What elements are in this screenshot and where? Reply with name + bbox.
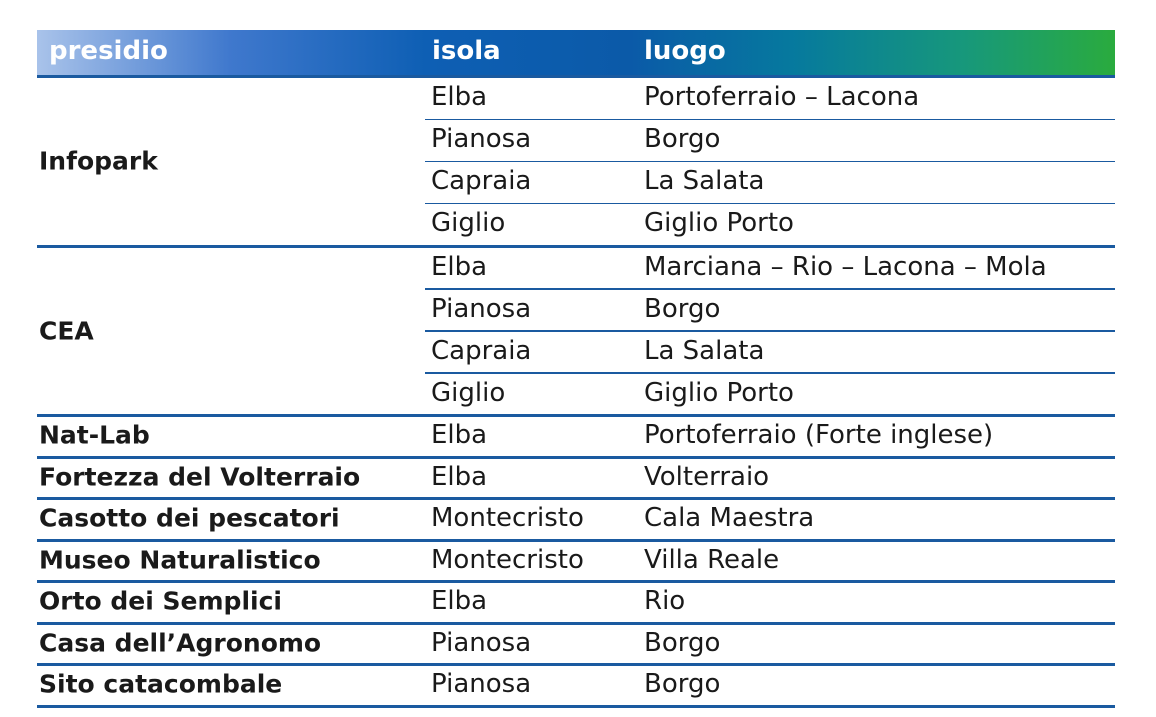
presidio-cell: Infopark (39, 146, 158, 176)
isola-cell: Elba (431, 420, 488, 451)
luogo-cell: La Salata (644, 335, 765, 366)
luogo-cell: Portoferraio (Forte inglese) (644, 420, 994, 451)
isola-cell: Elba (431, 586, 488, 617)
isola-cell: Capraia (431, 166, 532, 197)
presidio-cell: Casotto dei pescatori (39, 503, 340, 533)
table-group (37, 78, 1115, 245)
luogo-cell: Borgo (644, 124, 721, 155)
luogo-cell: Giglio Porto (644, 208, 794, 239)
table-row (37, 583, 1115, 622)
table-row (425, 120, 1115, 161)
table-body (37, 78, 1115, 708)
luogo-cell: La Salata (644, 166, 765, 197)
divider (37, 705, 1115, 708)
table-group (37, 248, 1115, 415)
luogo-cell: Borgo (644, 669, 721, 700)
table-row (425, 290, 1115, 331)
table-row (37, 459, 1115, 498)
table-row (425, 204, 1115, 245)
presidi-table (37, 30, 1115, 708)
table-row (425, 162, 1115, 203)
isola-cell: Montecristo (431, 503, 584, 534)
isola-cell: Pianosa (431, 627, 532, 658)
header-presidio: presidio (49, 36, 168, 66)
luogo-cell: Rio (644, 586, 686, 617)
isola-cell: Elba (431, 82, 488, 113)
luogo-cell: Marciana – Rio – Lacona – Mola (644, 251, 1047, 282)
luogo-cell: Cala Maestra (644, 503, 815, 534)
presidio-cell: CEA (39, 316, 94, 346)
table-row (37, 625, 1115, 664)
isola-cell: Giglio (431, 208, 506, 239)
presidio-cell: Fortezza del Volterraio (39, 462, 361, 492)
isola-cell: Montecristo (431, 544, 584, 575)
presidio-cell: Museo Naturalistico (39, 545, 321, 575)
presidio-cell: Nat-Lab (39, 420, 150, 450)
table-row (425, 248, 1115, 289)
header-luogo: luogo (644, 36, 726, 66)
table-row (425, 78, 1115, 119)
presidio-cell: Orto dei Semplici (39, 586, 282, 616)
luogo-cell: Borgo (644, 627, 721, 658)
luogo-cell: Volterraio (644, 461, 770, 492)
table-row (425, 374, 1115, 415)
luogo-cell: Villa Reale (644, 544, 780, 575)
luogo-cell: Giglio Porto (644, 377, 794, 408)
table-header (37, 30, 1115, 75)
isola-cell: Elba (431, 251, 488, 282)
presidio-cell: Casa dell’Agronomo (39, 628, 322, 658)
table-row (37, 542, 1115, 581)
table-row (425, 332, 1115, 373)
table-row (37, 417, 1115, 456)
isola-cell: Pianosa (431, 669, 532, 700)
luogo-cell: Borgo (644, 293, 721, 324)
header-isola: isola (432, 36, 501, 66)
presidio-cell: Sito catacombale (39, 669, 283, 699)
table-row (37, 666, 1115, 705)
isola-cell: Capraia (431, 335, 532, 366)
table-row (37, 500, 1115, 539)
luogo-cell: Portoferraio – Lacona (644, 82, 920, 113)
isola-cell: Pianosa (431, 124, 532, 155)
isola-cell: Elba (431, 461, 488, 492)
isola-cell: Pianosa (431, 293, 532, 324)
isola-cell: Giglio (431, 377, 506, 408)
